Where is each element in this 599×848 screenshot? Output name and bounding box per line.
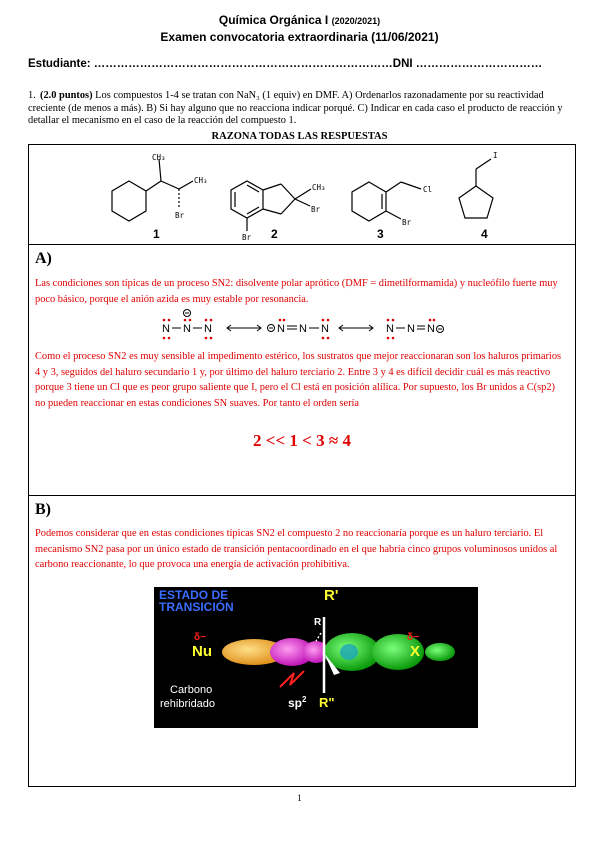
azide-resonance-structures: [29, 308, 575, 348]
ts-x: X: [410, 643, 421, 660]
cyclohexane-ring: [112, 181, 146, 221]
ts-r-top: R': [324, 587, 339, 604]
atom-ch3: CH₃: [312, 183, 326, 192]
atom-br: Br: [311, 205, 321, 214]
cyclohexene-ring: [352, 182, 386, 221]
exam-title: Química Orgánica I (2020/2021): [218, 13, 381, 27]
transition-state-figure: [154, 587, 478, 728]
molecules-drawing: [29, 145, 575, 244]
svg-text:N: N: [277, 323, 285, 335]
exam-subtitle: Examen convocatoria extraordinaria (11/06/2021): [160, 30, 439, 44]
section-b-title: B): [35, 501, 51, 518]
ts-delta-right: δ−: [407, 632, 419, 643]
ts-carbon-label: Carbono rehibridado: [160, 684, 216, 710]
svg-text:N: N: [321, 323, 329, 335]
svg-text:N: N: [386, 323, 394, 335]
atom-br: Br: [242, 233, 252, 242]
section-b-paragraph: Podemos considerar que en estas condiciones típicas SN2 el compuesto 2 no reaccionaría porque es un haluro terciario. El mecanismo SN2 pasa por un único estado de transición pentacoordinado en el que habría cinco grupos voluminosos unidos al carbono reaccionante, lo que provoca una energía de activación prohibitiva.: [35, 528, 558, 571]
page-number: 1: [297, 793, 302, 803]
molecules-box: [28, 144, 576, 245]
ts-delta-left: δ−: [194, 632, 206, 643]
question-statement: 1. (2.0 puntos) Los compuestos 1-4 se tratan con NaN₃ (1 equiv) en DMF. A) Ordenarlos razonadamente por su reactividad creciente (de menos a más). B) Si hay alguno que no reacciona indicar porqué. C) Indicar en cada caso el producto de reacción y detallar el mecanismo en el caso de la reacción del compuesto 1.: [28, 90, 563, 126]
atom-br: Br: [175, 211, 185, 220]
ts-nu: Nu: [192, 643, 212, 660]
svg-text:N: N: [162, 323, 170, 335]
cyclopentane-ring: [459, 186, 493, 218]
atom-cl: Cl: [423, 185, 433, 194]
svg-text:N: N: [407, 323, 415, 335]
atom-ch3: CH₃: [152, 153, 166, 162]
section-b-box: [28, 495, 576, 787]
student-line: Estudiante: ……………………………………………………………………DNI ……………………………: [28, 58, 543, 70]
instruction-heading: RAZONA TODAS LAS RESPUESTAS: [211, 131, 388, 142]
molecule-label-3: 3: [377, 227, 384, 241]
molecule-label-4: 4: [481, 227, 488, 241]
svg-text:N: N: [204, 323, 212, 335]
atom-i: I: [493, 151, 498, 160]
section-a-paragraph-1: Las condiciones son típicas de un proceso SN2: disolvente polar aprótico (DMF = dimetilformamida) y nucleófilo fuerte muy poco básico, porque el anión azida es muy estable por resonancia.: [35, 278, 558, 305]
ts-r-mid: R: [314, 617, 322, 628]
atom-br: Br: [402, 218, 412, 227]
section-a-paragraph-2: Como el proceso SN2 es muy sensible al impedimento estérico, los sustratos que mejor reaccionaran son los haluros primarios 4 y 3, seguidos del haluro secundario 1 y, por último del haluro terciario 2. Entre 3 y 4 es difícil decidir cuál es más reactivo porque 3 tiene un Cl que es peor grupo saliente que I, pero el Cl está en posición alílica. Por supuesto, los Br unidos a C(sp2) no pueden reaccionar en estas condiciones SN suaves. Por tanto el orden sería: [35, 351, 562, 409]
svg-text:N: N: [183, 323, 191, 335]
atom-ch3: CH₃: [194, 176, 208, 185]
section-a-title: A): [35, 250, 52, 267]
ts-sp2: $sp^2$: [288, 695, 307, 710]
section-a-box: [28, 244, 576, 496]
ts-title: ESTADO DE TRANSICIÓN: [159, 588, 234, 614]
svg-text:N: N: [427, 323, 435, 335]
molecule-label-2: 2: [271, 227, 278, 241]
molecule-label-1: 1: [153, 227, 160, 241]
benzene-ring: [231, 181, 263, 218]
reactivity-order: 2 << 1 < 3 ≈ 4: [253, 431, 351, 450]
svg-text:N: N: [299, 323, 307, 335]
ts-r-bottom: R": [319, 695, 335, 710]
